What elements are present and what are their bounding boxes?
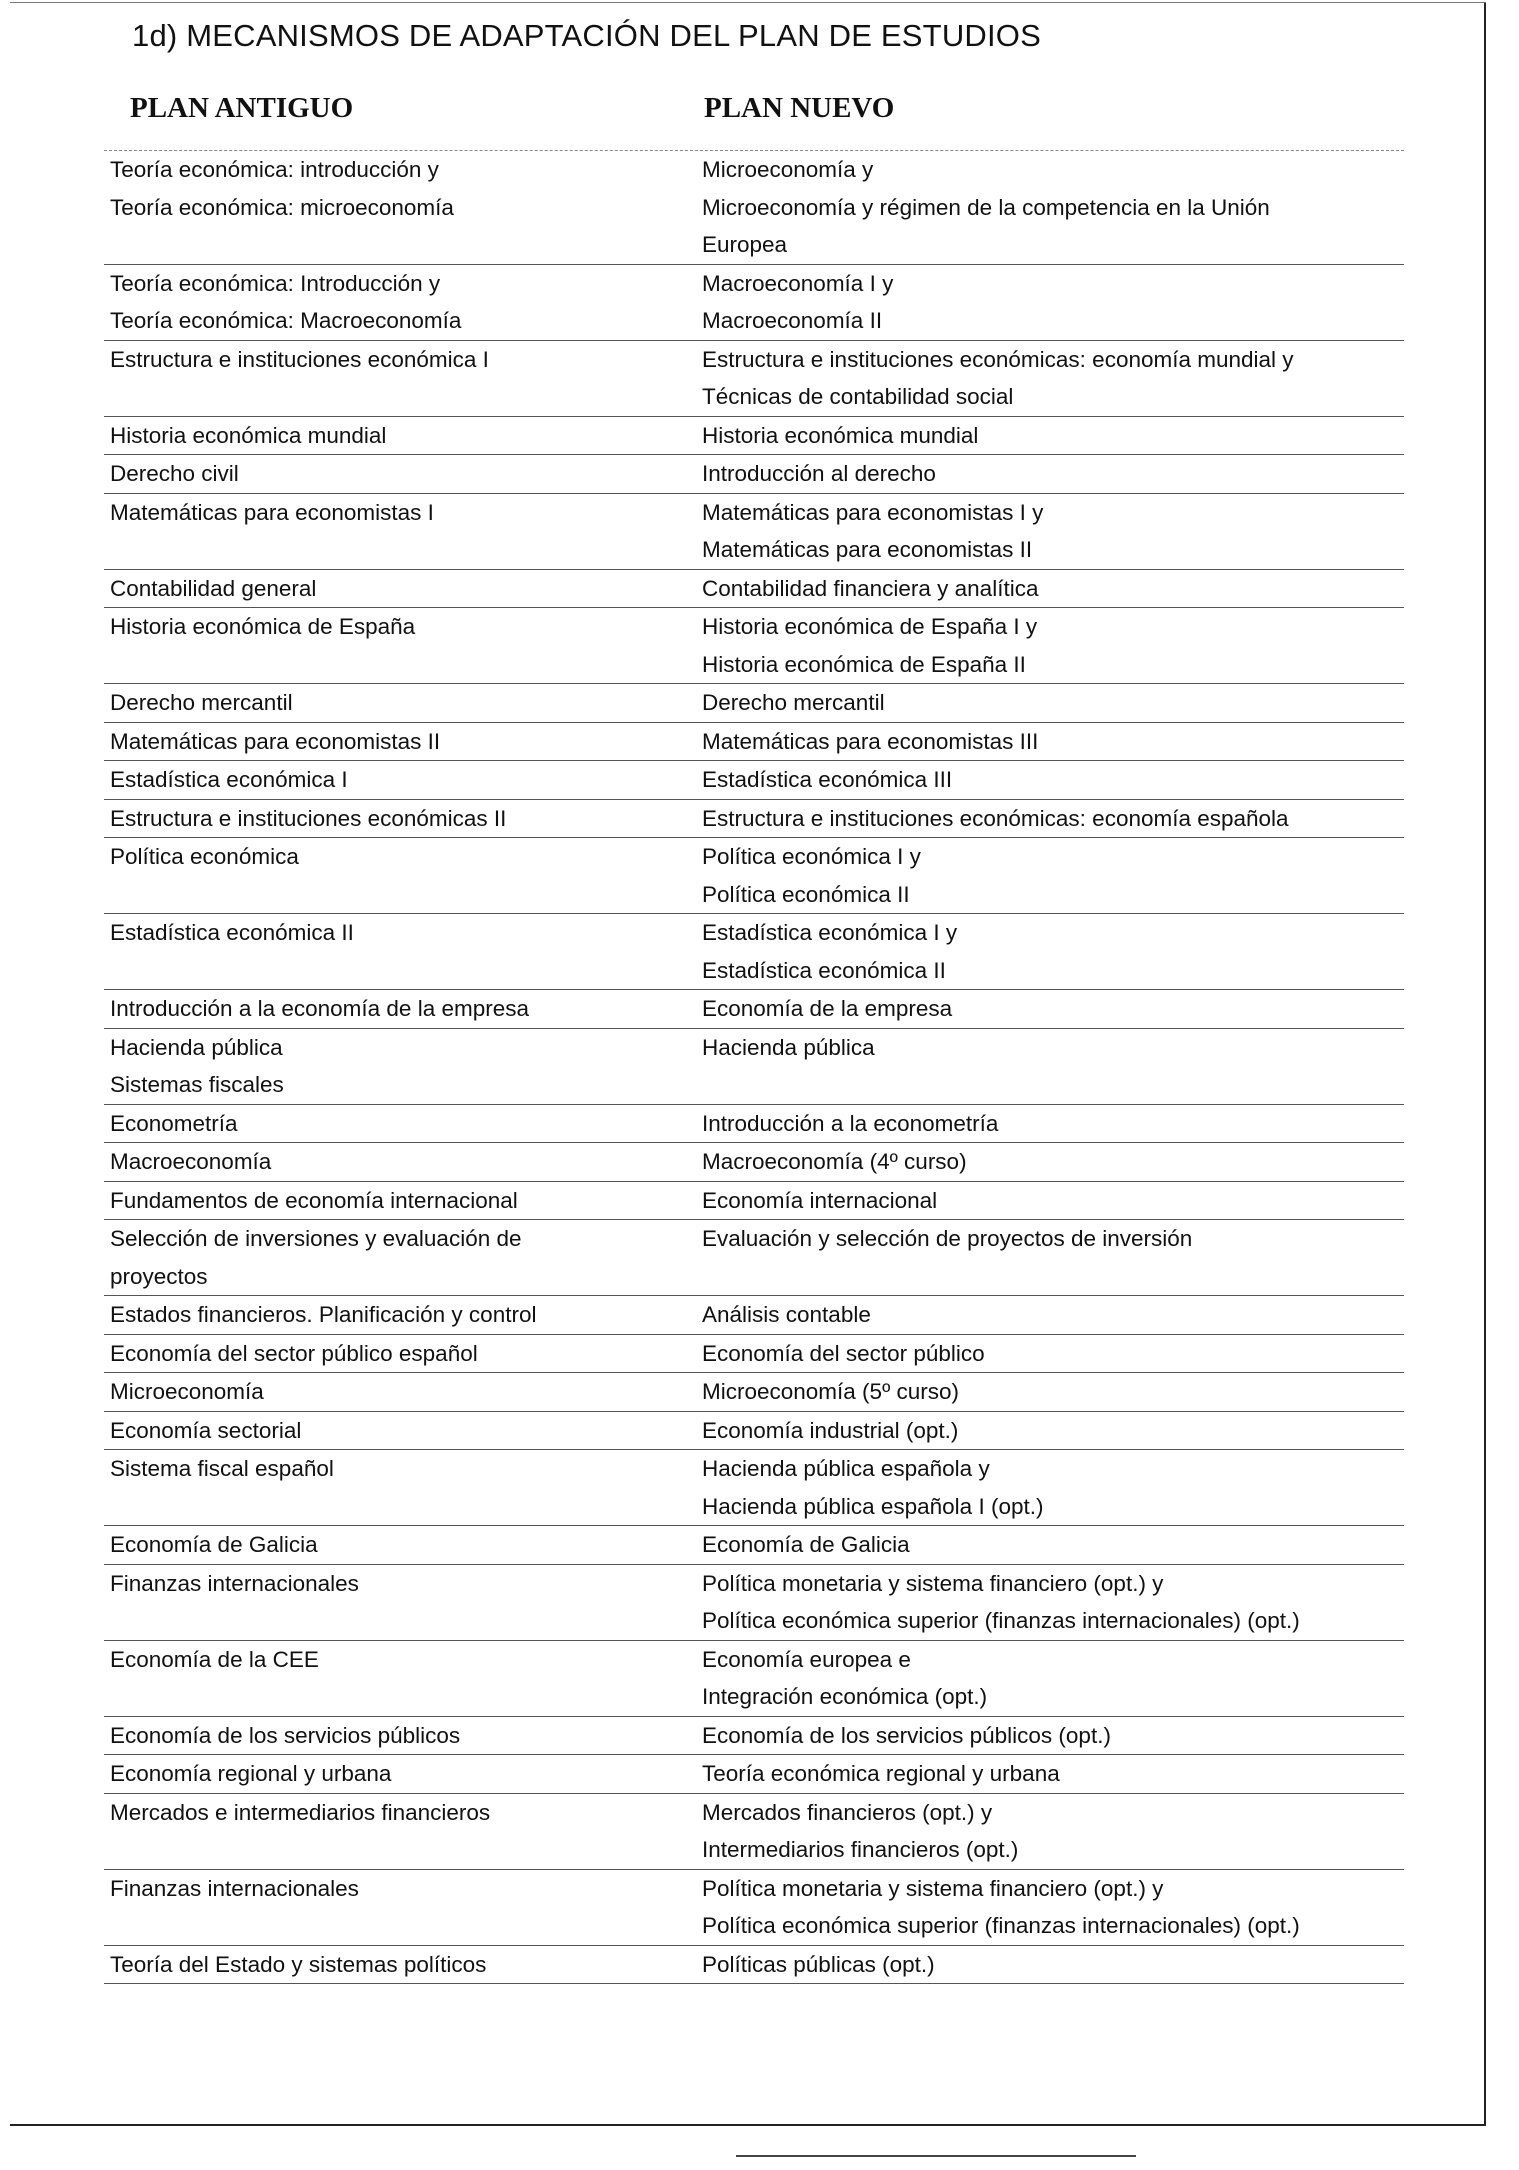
course-name: Introducción al derecho [702,461,936,486]
new-plan-cell [700,1755,1404,1793]
old-plan-cell [104,570,700,608]
new-plan-cell [700,1870,1404,1945]
table-row [104,1412,1404,1451]
course-name: Teoría económica: Introducción y [110,270,441,296]
new-plan-cell [700,1029,1404,1104]
course-name: Historia económica de España II [702,651,1026,677]
course-name: Microeconomía y régimen de la competencia en la Unión [702,194,1270,220]
course-name: Europea [702,232,788,257]
new-plan-cell [700,990,1404,1028]
course-name: Macroeconomía [110,1149,272,1174]
course-name: Políticas públicas (opt.) [702,1951,935,1977]
course-name: Economía de la empresa [702,996,953,1021]
course-name: Teoría del Estado y sistemas políticos [110,1951,487,1977]
old-plan-cell [104,1526,700,1564]
course-name: Política económica superior (finanzas internacionales) (opt.) [702,1608,1300,1633]
course-name: Política económica [110,844,299,869]
course-name: Economía internacional [702,1187,938,1213]
new-plan-cell [700,151,1404,264]
table-row [104,1641,1404,1717]
course-name: Derecho civil [110,461,239,486]
course-name: Evaluación y selección de proyectos de inversión [702,1226,1193,1251]
new-plan-cell [700,1526,1404,1564]
course-name: Historia económica mundial [702,422,979,448]
new-plan-cell [700,608,1404,683]
course-name: Política monetaria y sistema financiero (opt.) y [702,1875,1164,1901]
table-row [104,1296,1404,1335]
table-row [104,455,1404,494]
old-plan-cell [104,1143,700,1181]
course-name: Microeconomía [110,1379,264,1404]
old-plan-cell [104,151,700,264]
course-name: Economía de los servicios públicos [110,1722,461,1748]
course-name: Hacienda pública española y [702,1456,990,1481]
table-row [104,1029,1404,1105]
table-row [104,1105,1404,1144]
table-row [104,838,1404,914]
table-row [104,417,1404,456]
table-row [104,1335,1404,1374]
course-name: Teoría económica: introducción y [110,157,439,182]
course-name: Microeconomía (5º curso) [702,1379,960,1404]
course-name: Historia económica de España I y [702,614,1038,639]
course-name: Hacienda pública española I (opt.) [702,1493,1044,1519]
old-plan-cell [104,1296,700,1334]
course-name: Selección de inversiones y evaluación de [110,1226,522,1251]
table-row [104,914,1404,990]
course-name: Teoría económica: microeconomía [110,194,454,220]
footer-rule [736,2155,1136,2157]
course-name: Historia económica mundial [110,422,387,448]
table-row [104,1870,1404,1946]
course-name: Teoría económica regional y urbana [702,1761,1060,1786]
old-plan-cell [104,1105,700,1143]
old-plan-cell [104,1946,700,1984]
course-name: Estadística económica II [110,920,354,945]
course-name: Matemáticas para economistas III [702,728,1039,754]
course-name: Hacienda pública [110,1034,283,1060]
course-name: Estadística económica II [702,957,946,983]
course-name: Política económica superior (finanzas internacionales) (opt.) [702,1913,1300,1938]
table-row [104,800,1404,839]
new-plan-cell [700,1182,1404,1220]
course-name: Finanzas internacionales [110,1875,359,1901]
course-name: Finanzas internacionales [110,1570,359,1596]
course-name: Mercados financieros (opt.) y [702,1799,993,1825]
course-name: Economía industrial (opt.) [702,1417,959,1443]
course-name: Economía de la CEE [110,1646,319,1672]
course-name: Intermediarios financieros (opt.) [702,1837,1019,1862]
table-row [104,761,1404,800]
course-name: Estructura e instituciones económicas: economía española [702,805,1289,831]
course-name: Econometría [110,1110,238,1136]
course-name: Política económica I y [702,844,921,869]
table-row [104,684,1404,723]
old-plan-cell [104,1870,700,1945]
table-row [104,1794,1404,1870]
new-plan-cell [700,1373,1404,1411]
table-row [104,150,1404,265]
new-plan-cell [700,723,1404,761]
new-plan-cell [700,1717,1404,1755]
old-plan-cell [104,761,700,799]
new-plan-cell [700,455,1404,493]
table-row [104,1220,1404,1296]
new-plan-cell [700,1450,1404,1525]
course-name: Técnicas de contabilidad social [702,384,1014,409]
new-plan-cell [700,1143,1404,1181]
old-plan-cell [104,608,700,683]
course-name: Estructura e instituciones económicas: economía mundial y [702,346,1294,372]
course-name: Economía sectorial [110,1417,302,1443]
course-name: Integración económica (opt.) [702,1684,988,1709]
new-plan-cell [700,1296,1404,1334]
old-plan-cell [104,1220,700,1295]
old-plan-cell [104,1335,700,1373]
course-name: Política económica II [702,881,910,907]
old-plan-cell [104,1565,700,1640]
course-name: Sistema fiscal español [110,1456,334,1481]
table-row [104,1450,1404,1526]
course-name: Hacienda pública [702,1034,875,1060]
table-row [104,1182,1404,1221]
new-plan-cell [700,341,1404,416]
new-plan-cell [700,1412,1404,1450]
old-plan-cell [104,417,700,455]
old-plan-cell [104,1182,700,1220]
new-plan-cell [700,914,1404,989]
course-name: Introducción a la econometría [702,1110,999,1136]
course-name: Análisis contable [702,1302,871,1327]
old-plan-cell [104,455,700,493]
course-name: Introducción a la economía de la empresa [110,996,529,1021]
new-plan-cell [700,1641,1404,1716]
old-plan-cell [104,1717,700,1755]
course-name: Matemáticas para economistas II [110,728,441,754]
course-name: Contabilidad general [110,575,317,601]
table-row [104,265,1404,341]
old-plan-cell [104,723,700,761]
course-name: Fundamentos de economía internacional [110,1187,518,1213]
new-plan-cell [700,1946,1404,1984]
table-row [104,608,1404,684]
new-plan-cell [700,1220,1404,1295]
course-name: Sistemas fiscales [110,1072,284,1097]
course-name: Política monetaria y sistema financiero (opt.) y [702,1570,1164,1596]
old-plan-cell [104,990,700,1028]
old-plan-cell [104,1755,700,1793]
course-name: Derecho mercantil [110,690,293,715]
course-name: Economía regional y urbana [110,1761,392,1786]
new-plan-cell [700,800,1404,838]
column-header-plan-antiguo: PLAN ANTIGUO [130,92,354,124]
adaptation-table [104,150,1404,1984]
course-name: Contabilidad financiera y analítica [702,575,1039,601]
new-plan-cell [700,417,1404,455]
table-row [104,1565,1404,1641]
new-plan-cell [700,1335,1404,1373]
course-name: Economía de los servicios públicos (opt.) [702,1722,1111,1748]
course-name: Estadística económica III [702,767,953,792]
course-name: Economía europea e [702,1646,911,1672]
new-plan-cell [700,1565,1404,1640]
new-plan-cell [700,1794,1404,1869]
page-frame-top-border [10,2,1486,3]
document-title: 1d) MECANISMOS DE ADAPTACIÓN DEL PLAN DE ESTUDIOS [132,18,1041,53]
table-row [104,341,1404,417]
old-plan-cell [104,800,700,838]
old-plan-cell [104,494,700,569]
course-name: Estructura e instituciones económicas II [110,805,507,831]
new-plan-cell [700,570,1404,608]
course-name: Teoría económica: Macroeconomía [110,308,462,333]
course-name: Microeconomía y [702,157,874,182]
table-row [104,1373,1404,1412]
course-name: Economía de Galicia [110,1532,318,1557]
table-row [104,570,1404,609]
table-row [104,494,1404,570]
old-plan-cell [104,914,700,989]
course-name: Matemáticas para economistas I [110,499,434,525]
course-name: Derecho mercantil [702,690,885,715]
course-name: Economía de Galicia [702,1532,910,1557]
old-plan-cell [104,1641,700,1716]
new-plan-cell [700,1105,1404,1143]
course-name: Historia económica de España [110,614,416,639]
old-plan-cell [104,684,700,722]
table-row [104,1755,1404,1794]
course-name: Macroeconomía (4º curso) [702,1149,967,1174]
table-row [104,990,1404,1029]
table-row [104,1143,1404,1182]
table-row [104,723,1404,762]
old-plan-cell [104,1029,700,1104]
course-name: Economía del sector público [702,1340,985,1366]
table-row [104,1946,1404,1985]
new-plan-cell [700,494,1404,569]
old-plan-cell [104,1373,700,1411]
old-plan-cell [104,265,700,340]
course-name: Matemáticas para economistas II [702,537,1033,562]
course-name: Macroeconomía I y [702,270,894,296]
course-name: Estadística económica I y [702,920,958,945]
course-name: Economía del sector público español [110,1340,478,1366]
course-name: Estados financieros. Planificación y control [110,1302,537,1327]
column-header-plan-nuevo: PLAN NUEVO [704,92,895,124]
table-row [104,1717,1404,1756]
old-plan-cell [104,1412,700,1450]
course-name: Macroeconomía II [702,308,883,333]
new-plan-cell [700,761,1404,799]
old-plan-cell [104,341,700,416]
course-name: Mercados e intermediarios financieros [110,1799,491,1825]
new-plan-cell [700,684,1404,722]
old-plan-cell [104,1450,700,1525]
old-plan-cell [104,1794,700,1869]
new-plan-cell [700,838,1404,913]
course-name: Estructura e instituciones económica I [110,346,489,372]
course-name: Estadística económica I [110,767,348,792]
new-plan-cell [700,265,1404,340]
course-name: proyectos [110,1263,208,1289]
course-name: Matemáticas para economistas I y [702,499,1044,525]
old-plan-cell [104,838,700,913]
table-row [104,1526,1404,1565]
